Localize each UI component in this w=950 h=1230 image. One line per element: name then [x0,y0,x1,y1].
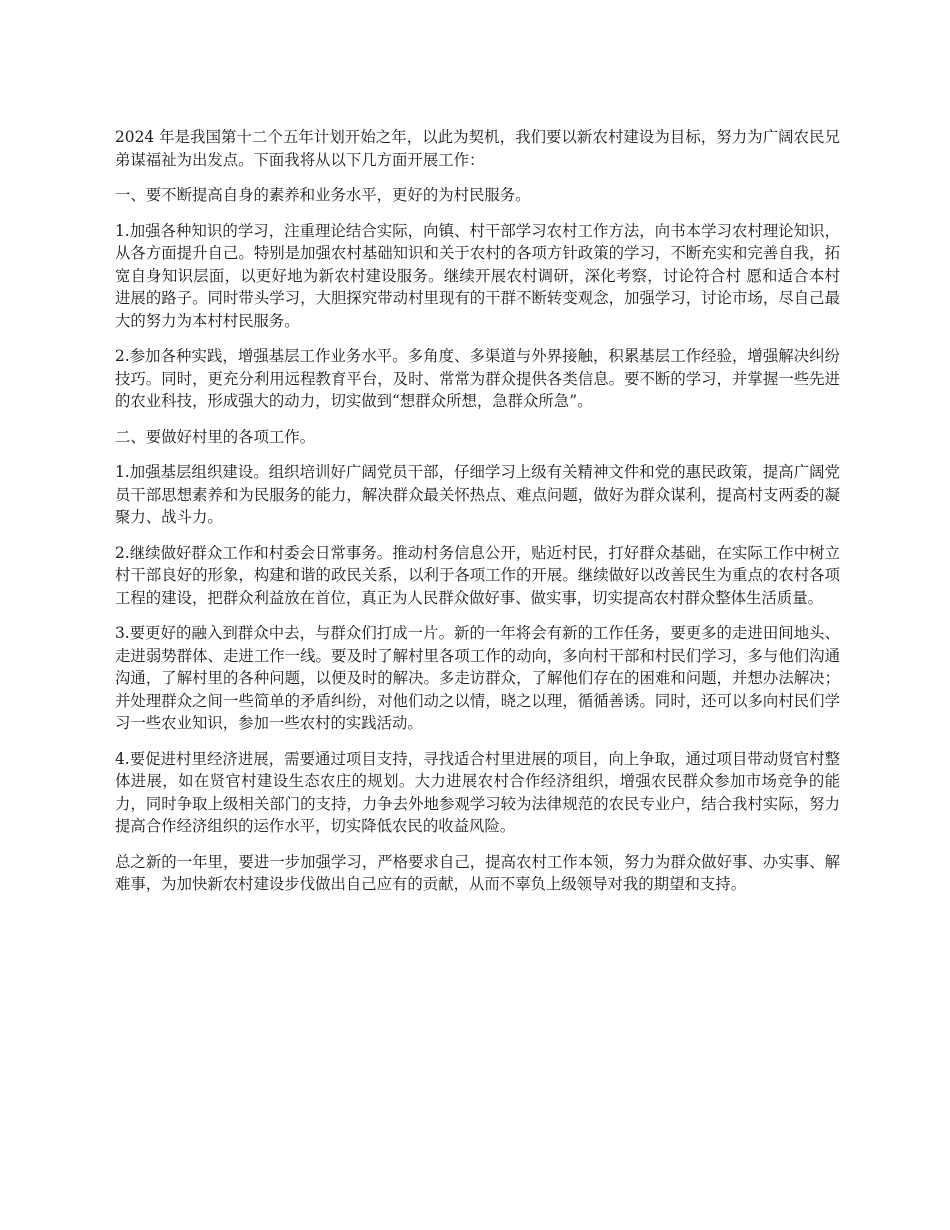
section-heading-1: 一、要不断提高自身的素养和业务水平，更好的为村民服务。 [115,186,531,204]
section-2-item-1: 1.加强基层组织建设。组织培训好广阔党员干部，仔细学习上级有关精神文件和党的惠民政策，提高广阔党员干部思想素养和为民服务的能力，解决群众最关怀热点、难点问题，做好为群众谋利，提高村支两委的凝聚力、战斗力。 [115,463,840,526]
section-heading-2: 二、要做好村里的各项工作。 [115,427,316,446]
section-1-item-2: 2.参加各种实践，增强基层工作业务水平。多角度、多渠道与外界接触，积累基层工作经验，增强解决纠纷技巧。同时，更充分利用远程教育平台，及时、常常为群众提供各类信息。要不断的学习，并掌握一些先进的农业科技，形成强大的动力，切实做到“想群众所想，急群众所急”。 [115,347,840,410]
conclusion-paragraph: 总之新的一年里，要进一步加强学习，严格要求自己，提高农村工作本领，努力为群众做好事、办实事、解难事，为加快新农村建设步伐做出自己应有的贡献，从而不辜负上级领导对我的期望和支持。 [115,852,840,893]
section-2-item-2: 2.继续做好群众工作和村委会日常事务。推动村务信息公开，贴近村民，打好群众基础，在实际工作中树立村干部良好的形象，构建和谐的政民关系，以利于各项工作的开展。继续做好以改善民生为重点的农村各项工程的建设，把群众利益放在首位，真正为人民群众做好事、做实事，切实提高农村群众整体生活质量。 [115,543,840,607]
section-1-item-1: 1.加强各种知识的学习，注重理论结合实际，向镇、村干部学习农村工作方法，向书本学习农村理论知识，从各方面提升自己。特别是加强农村基础知识和关于农村的各项方针政策的学习，不断充实和完善自我，拓宽自身知识层面，以更好地为新农村建设服务。继续开展农村调研，深化考察，讨论符合村 愿和适合本村进展的路子。同时带头学习，大胆探究带动村里现有的干群不断转变观念，加强学习，讨论市场，尽自己最大的努力为本村村民服务。 [115,221,840,330]
section-2-item-3: 3.要更好的融入到群众中去，与群众们打成一片。新的一年将会有新的工作任务，要更多的走进田间地头、走进弱势群体、走进工作一线。要及时了解村里各项工作的动向，多向村干部和村民们学习，多与他们沟通沟通，了解村里的各种问题，以便及时的解决。多走访群众，了解他们存在的困难和问题，并想办法解决；并处理群众之间一些简单的矛盾纠纷，对他们动之以情，晓之以理，循循善诱。同时，还可以多向村民们学习一些农业知识，参加一些农村的实践活动。 [115,624,840,732]
section-2-item-4: 4.要促进村里经济进展，需要通过项目支持，寻找适合村里进展的项目，向上争取，通过项目带动贤官村整体进展，如在贤官村建设生态农庄的规划。大力进展农村合作经济组织，增强农民群众参加市场竞争的能力，同时争取上级相关部门的支持，力争去外地参观学习较为法律规范的农民专业户，结合我村实际，努力提高合作经济组织的运作水平，切实降低农民的收益风险。 [115,749,840,835]
intro-paragraph: 2024 年是我国第十二个五年计划开始之年，以此为契机，我们要以新农村建设为目标，努力为广阔农民兄弟谋福祉为出发点。下面我将从以下几方面开展工作： [115,128,840,169]
document-body [115,126,840,909]
